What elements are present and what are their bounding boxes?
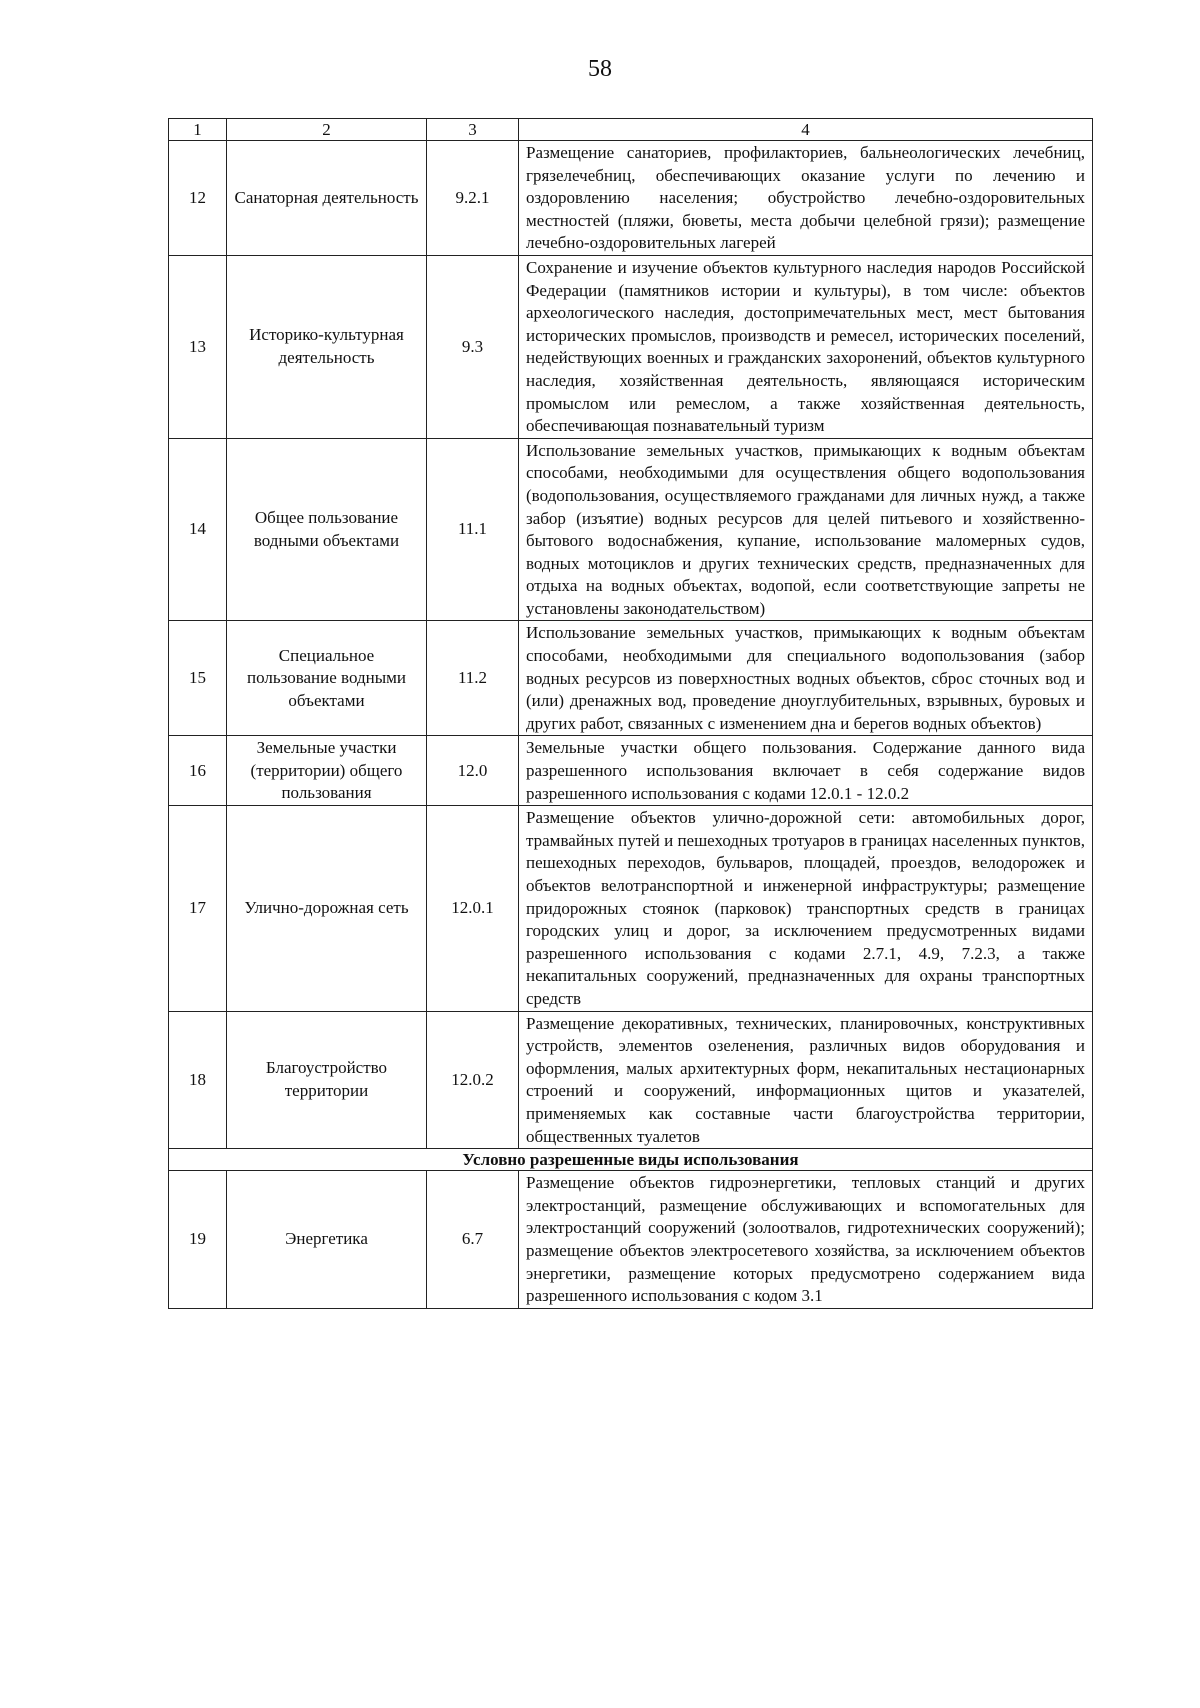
table-row	[169, 736, 1093, 806]
table-row	[169, 621, 1093, 736]
use-type-description: Размещение декоративных, технических, планировочных, конструктивных устройств, элементов озеленения, различных видов оборудования и оформления, малых архитектурных форм, некапитальных нестационарных строений и сооружений, информационных щитов и указателей, применяемых как составные части благоустройства территории, общественных туалетов	[519, 1011, 1093, 1149]
use-type-description: Земельные участки общего пользования. Содержание данного вида разрешенного использования включает в себя содержание видов разрешенного использования с кодами 12.0.1 - 12.0.2	[519, 736, 1093, 806]
section-title: Условно разрешенные виды использования	[169, 1149, 1093, 1171]
use-type-name: Энергетика	[227, 1171, 427, 1309]
table-row	[169, 255, 1093, 438]
use-type-name: Санаторная деятельность	[227, 141, 427, 256]
use-type-name: Историко-культурная деятельность	[227, 255, 427, 438]
use-type-code: 9.3	[427, 255, 519, 438]
use-type-code: 6.7	[427, 1171, 519, 1309]
table-row	[169, 438, 1093, 621]
use-type-name: Общее пользование водными объектами	[227, 438, 427, 621]
table-row	[169, 141, 1093, 256]
row-number: 13	[169, 255, 227, 438]
use-type-description: Использование земельных участков, примыкающих к водным объектам способами, необходимыми для специального водопользования (забор водных ресурсов из поверхностных водных объектов, сброс сточных вод и (или) дренажных вод, проведение дноуглубительных, взрывных, буровых и других работ, связанных с изменением дна и берегов водных объектов)	[519, 621, 1093, 736]
page-number: 58	[588, 56, 612, 82]
column-header: 1	[169, 119, 227, 141]
use-type-description: Размещение объектов гидроэнергетики, тепловых станций и других электростанций, размещение обслуживающих и вспомогательных для электростанций сооружений (золоотвалов, гидротехнических сооружений); размещение объектов электросетевого хозяйства, за исключением объектов энергетики, размещение которых предусмотрено содержанием вида разрешенного использования с кодом 3.1	[519, 1171, 1093, 1309]
section-row	[169, 1149, 1093, 1171]
use-type-name: Улично-дорожная сеть	[227, 806, 427, 1011]
use-type-description: Сохранение и изучение объектов культурного наследия народов Российской Федерации (памятников истории и культуры), в том числе: объектов археологического наследия, достопримечательных мест, мест бытования исторических промыслов, производств и ремесел, исторических поселений, недействующих военных и гражданских захоронений, объектов культурного наследия, хозяйственная деятельность, являющаяся историческим промыслом или ремеслом, а также хозяйственная деятельность, обеспечивающая познавательный туризм	[519, 255, 1093, 438]
use-type-description: Размещение санаториев, профилакториев, бальнеологических лечебниц, грязелечебниц, обеспечивающих оказание услуги по лечению и оздоровлению населения; обустройство лечебно-оздоровительных местностей (пляжи, бюветы, места добычи целебной грязи); размещение лечебно-оздоровительных лагерей	[519, 141, 1093, 256]
use-type-name: Благоустройство территории	[227, 1011, 427, 1149]
row-number: 19	[169, 1171, 227, 1309]
use-type-name: Земельные участки (территории) общего пользования	[227, 736, 427, 806]
use-type-code: 12.0.1	[427, 806, 519, 1011]
row-number: 15	[169, 621, 227, 736]
table-header-row	[169, 119, 1093, 141]
column-header: 2	[227, 119, 427, 141]
row-number: 16	[169, 736, 227, 806]
use-type-code: 12.0.2	[427, 1011, 519, 1149]
use-type-code: 9.2.1	[427, 141, 519, 256]
column-header: 4	[519, 119, 1093, 141]
use-type-code: 12.0	[427, 736, 519, 806]
use-type-description: Использование земельных участков, примыкающих к водным объектам способами, необходимыми для осуществления общего водопользования (водопользования, осуществляемого гражданами для личных нужд, а также забор (изъятие) водных ресурсов для целей питьевого и хозяйственно-бытового водоснабжения, купание, использование маломерных судов, водных мотоциклов и других технических средств, предназначенных для отдыха на водных объектах, водопой, если соответствующие запреты не установлены законодательством)	[519, 438, 1093, 621]
use-type-code: 11.1	[427, 438, 519, 621]
land-use-table	[168, 118, 1093, 1309]
column-header: 3	[427, 119, 519, 141]
table-row	[169, 1011, 1093, 1149]
use-type-code: 11.2	[427, 621, 519, 736]
row-number: 18	[169, 1011, 227, 1149]
row-number: 12	[169, 141, 227, 256]
row-number: 14	[169, 438, 227, 621]
table-row	[169, 1171, 1093, 1309]
use-type-name: Специальное пользование водными объектами	[227, 621, 427, 736]
use-type-description: Размещение объектов улично-дорожной сети: автомобильных дорог, трамвайных путей и пешеходных тротуаров в границах населенных пунктов, пешеходных переходов, бульваров, площадей, проездов, велодорожек и объектов велотранспортной и инженерной инфраструктуры; размещение придорожных стоянок (парковок) транспортных средств в границах городских улиц и дорог, за исключением предусмотренных видами разрешенного использования с кодами 2.7.1, 4.9, 7.2.3, а также некапитальных сооружений, предназначенных для охраны транспортных средств	[519, 806, 1093, 1011]
table-row	[169, 806, 1093, 1011]
row-number: 17	[169, 806, 227, 1011]
